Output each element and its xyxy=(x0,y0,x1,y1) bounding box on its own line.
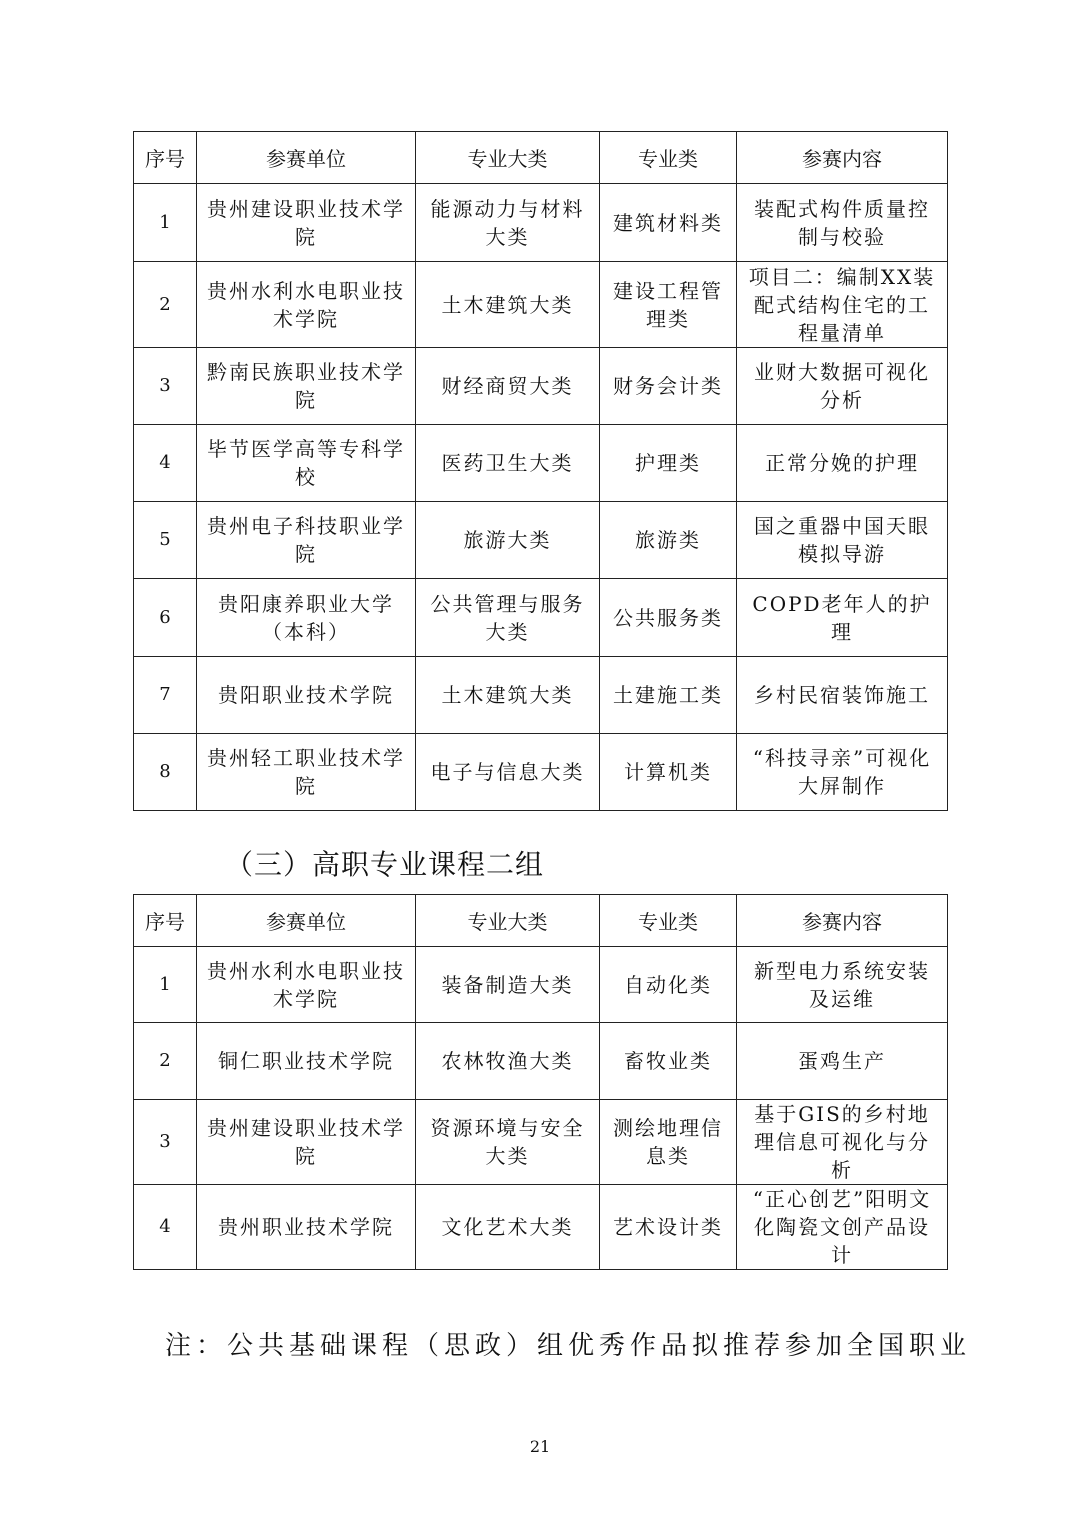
row-index: 8 xyxy=(134,734,197,811)
row-major-class: 建筑材料类 xyxy=(600,184,737,262)
row-content: 蛋鸡生产 xyxy=(737,1023,948,1100)
row-major-class: 测绘地理信息类 xyxy=(600,1100,737,1185)
row-major-class: 土建施工类 xyxy=(600,657,737,734)
header-content: 参赛内容 xyxy=(737,895,948,947)
header-major-category: 专业大类 xyxy=(416,132,600,184)
row-index: 2 xyxy=(134,262,197,348)
row-major-class: 护理类 xyxy=(600,425,737,502)
row-index: 3 xyxy=(134,348,197,425)
footnote: 注：公共基础课程（思政）组优秀作品拟推荐参加全国职业 xyxy=(165,1331,972,1361)
row-content: 项目二：编制XX装配式结构住宅的工程量清单 xyxy=(737,262,948,348)
header-index: 序号 xyxy=(134,132,197,184)
row-unit: 贵州轻工职业技术学院 xyxy=(197,734,416,811)
row-major-category: 农林牧渔大类 xyxy=(416,1023,600,1100)
row-content: “正心创艺”阳明文化陶瓷文创产品设计 xyxy=(737,1185,948,1270)
row-unit: 贵州电子科技职业学院 xyxy=(197,502,416,579)
row-major-class: 公共服务类 xyxy=(600,579,737,657)
table-row xyxy=(134,184,948,262)
header-major-class: 专业类 xyxy=(600,132,737,184)
row-index: 4 xyxy=(134,1185,197,1270)
row-unit: 贵州建设职业技术学院 xyxy=(197,1100,416,1185)
row-major-class: 建设工程管理类 xyxy=(600,262,737,348)
row-content: 业财大数据可视化分析 xyxy=(737,348,948,425)
row-unit: 铜仁职业技术学院 xyxy=(197,1023,416,1100)
row-unit: 贵州职业技术学院 xyxy=(197,1185,416,1270)
table-row xyxy=(134,947,948,1023)
row-content: “科技寻亲”可视化大屏制作 xyxy=(737,734,948,811)
table-row xyxy=(134,579,948,657)
row-major-class: 艺术设计类 xyxy=(600,1185,737,1270)
header-major-category: 专业大类 xyxy=(416,895,600,947)
row-unit: 贵州建设职业技术学院 xyxy=(197,184,416,262)
header-index: 序号 xyxy=(134,895,197,947)
competition-table-2 xyxy=(133,894,948,1270)
row-index: 5 xyxy=(134,502,197,579)
row-major-category: 旅游大类 xyxy=(416,502,600,579)
table-row xyxy=(134,1100,948,1185)
row-unit: 毕节医学高等专科学校 xyxy=(197,425,416,502)
row-index: 2 xyxy=(134,1023,197,1100)
row-major-class: 计算机类 xyxy=(600,734,737,811)
table-row xyxy=(134,1185,948,1270)
table-row xyxy=(134,425,948,502)
table-row xyxy=(134,1023,948,1100)
row-major-category: 土木建筑大类 xyxy=(416,657,600,734)
row-index: 1 xyxy=(134,947,197,1023)
row-unit: 贵阳职业技术学院 xyxy=(197,657,416,734)
row-index: 6 xyxy=(134,579,197,657)
row-content: 新型电力系统安装及运维 xyxy=(737,947,948,1023)
row-unit: 贵州水利水电职业技术学院 xyxy=(197,947,416,1023)
header-unit: 参赛单位 xyxy=(197,895,416,947)
row-content: 基于GIS的乡村地理信息可视化与分析 xyxy=(737,1100,948,1185)
row-major-category: 财经商贸大类 xyxy=(416,348,600,425)
table-header-row xyxy=(134,132,948,184)
row-content: 乡村民宿装饰施工 xyxy=(737,657,948,734)
row-major-category: 电子与信息大类 xyxy=(416,734,600,811)
table-row xyxy=(134,657,948,734)
page-number: 21 xyxy=(529,1437,551,1456)
row-major-category: 资源环境与安全大类 xyxy=(416,1100,600,1185)
row-unit: 贵州水利水电职业技术学院 xyxy=(197,262,416,348)
row-content: 国之重器中国天眼模拟导游 xyxy=(737,502,948,579)
row-content: 装配式构件质量控制与校验 xyxy=(737,184,948,262)
row-major-category: 土木建筑大类 xyxy=(416,262,600,348)
header-content: 参赛内容 xyxy=(737,132,948,184)
row-major-class: 旅游类 xyxy=(600,502,737,579)
row-major-category: 装备制造大类 xyxy=(416,947,600,1023)
row-major-category: 医药卫生大类 xyxy=(416,425,600,502)
table-row xyxy=(134,348,948,425)
table-row xyxy=(134,734,948,811)
row-major-class: 自动化类 xyxy=(600,947,737,1023)
table-header-row xyxy=(134,895,948,947)
row-major-class: 畜牧业类 xyxy=(600,1023,737,1100)
row-index: 4 xyxy=(134,425,197,502)
row-index: 1 xyxy=(134,184,197,262)
row-unit: 贵阳康养职业大学（本科） xyxy=(197,579,416,657)
table-row xyxy=(134,502,948,579)
row-unit: 黔南民族职业技术学院 xyxy=(197,348,416,425)
row-major-category: 公共管理与服务大类 xyxy=(416,579,600,657)
row-major-class: 财务会计类 xyxy=(600,348,737,425)
section-heading: （三）高职专业课程二组 xyxy=(225,848,545,881)
row-content: COPD老年人的护理 xyxy=(737,579,948,657)
competition-table-1 xyxy=(133,131,948,811)
row-index: 3 xyxy=(134,1100,197,1185)
row-major-category: 文化艺术大类 xyxy=(416,1185,600,1270)
row-major-category: 能源动力与材料大类 xyxy=(416,184,600,262)
row-index: 7 xyxy=(134,657,197,734)
row-content: 正常分娩的护理 xyxy=(737,425,948,502)
header-unit: 参赛单位 xyxy=(197,132,416,184)
table-row xyxy=(134,262,948,348)
header-major-class: 专业类 xyxy=(600,895,737,947)
